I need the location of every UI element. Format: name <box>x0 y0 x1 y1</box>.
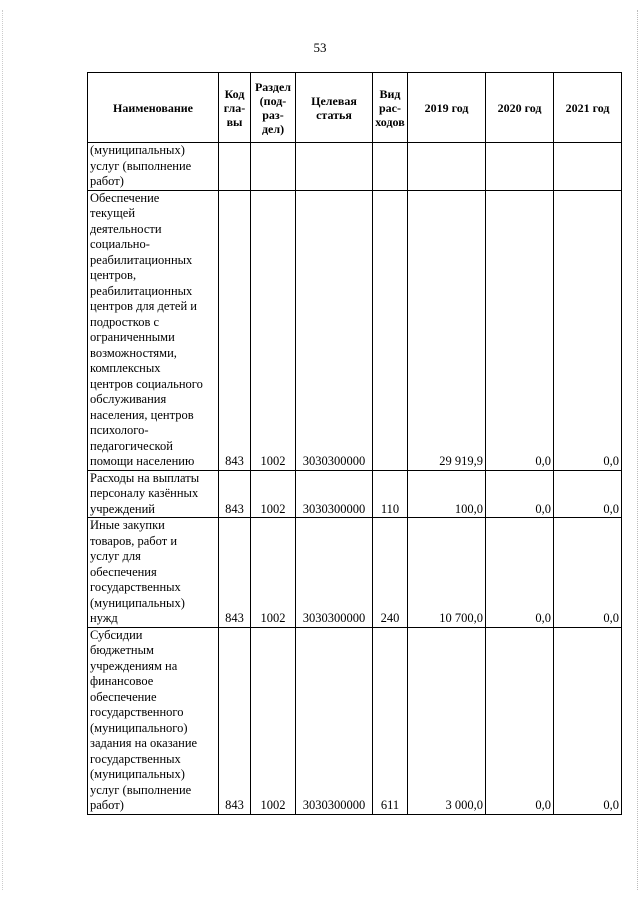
row-2020 <box>486 143 554 191</box>
left-edge-marks <box>2 10 5 890</box>
row-section: 1002 <box>251 518 296 628</box>
table-row <box>88 470 622 518</box>
row-2021 <box>554 143 622 191</box>
row-article: 3030300000 <box>296 518 373 628</box>
row-section: 1002 <box>251 190 296 470</box>
table-row <box>88 627 622 814</box>
row-chapter: 843 <box>219 627 251 814</box>
header-article: Целевая статья <box>296 73 373 143</box>
header-2021: 2021 год <box>554 73 622 143</box>
row-2020: 0,0 <box>486 470 554 518</box>
header-2020: 2020 год <box>486 73 554 143</box>
row-chapter: 843 <box>219 190 251 470</box>
row-name: Расходы на выплаты персоналу казённых учреждений <box>88 470 219 518</box>
header-2019: 2019 год <box>408 73 486 143</box>
header-name: Наименование <box>88 73 219 143</box>
row-2020: 0,0 <box>486 190 554 470</box>
row-2019: 10 700,0 <box>408 518 486 628</box>
row-2020: 0,0 <box>486 518 554 628</box>
row-name: (муниципальных) услуг (выполнение работ) <box>88 143 219 191</box>
header-section: Раздел (под- раз- дел) <box>251 73 296 143</box>
row-chapter: 843 <box>219 470 251 518</box>
header-row <box>88 73 622 143</box>
row-2019: 29 919,9 <box>408 190 486 470</box>
header-expense-type: Вид рас- ходов <box>373 73 408 143</box>
page-number: 53 <box>313 40 327 55</box>
row-2019 <box>408 143 486 191</box>
row-chapter <box>219 143 251 191</box>
row-section <box>251 143 296 191</box>
row-2021: 0,0 <box>554 627 622 814</box>
row-name: Иные закупки товаров, работ и услуг для обеспечения государственных (муниципальных) нужд <box>88 518 219 628</box>
table-row <box>88 143 622 191</box>
row-expense-type: 240 <box>373 518 408 628</box>
table-row <box>88 190 622 470</box>
row-expense-type: 611 <box>373 627 408 814</box>
row-section: 1002 <box>251 627 296 814</box>
row-article <box>296 143 373 191</box>
right-edge-marks <box>635 10 638 890</box>
row-2021: 0,0 <box>554 190 622 470</box>
row-article: 3030300000 <box>296 470 373 518</box>
row-expense-type: 110 <box>373 470 408 518</box>
header-chapter: Код гла- вы <box>219 73 251 143</box>
row-article: 3030300000 <box>296 190 373 470</box>
row-2021: 0,0 <box>554 518 622 628</box>
row-2020: 0,0 <box>486 627 554 814</box>
row-2021: 0,0 <box>554 470 622 518</box>
row-2019: 100,0 <box>408 470 486 518</box>
row-name: Субсидии бюджетным учреждениям на финансовое обеспечение государственного (муниципального) задания на оказание государственных (муниципальных) услуг (выполнение работ) <box>88 627 219 814</box>
row-2019: 3 000,0 <box>408 627 486 814</box>
budget-table <box>87 72 622 815</box>
row-article: 3030300000 <box>296 627 373 814</box>
row-expense-type <box>373 190 408 470</box>
row-expense-type <box>373 143 408 191</box>
row-section: 1002 <box>251 470 296 518</box>
row-name: Обеспечение текущей деятельности социально- реабилитационных центров, реабилитационных центров для детей и подростков с ограниченными возможностями, комплексных центров социального обслуживания населения, центров психолого- педагогической помощи населению <box>88 190 219 470</box>
row-chapter: 843 <box>219 518 251 628</box>
table-row <box>88 518 622 628</box>
